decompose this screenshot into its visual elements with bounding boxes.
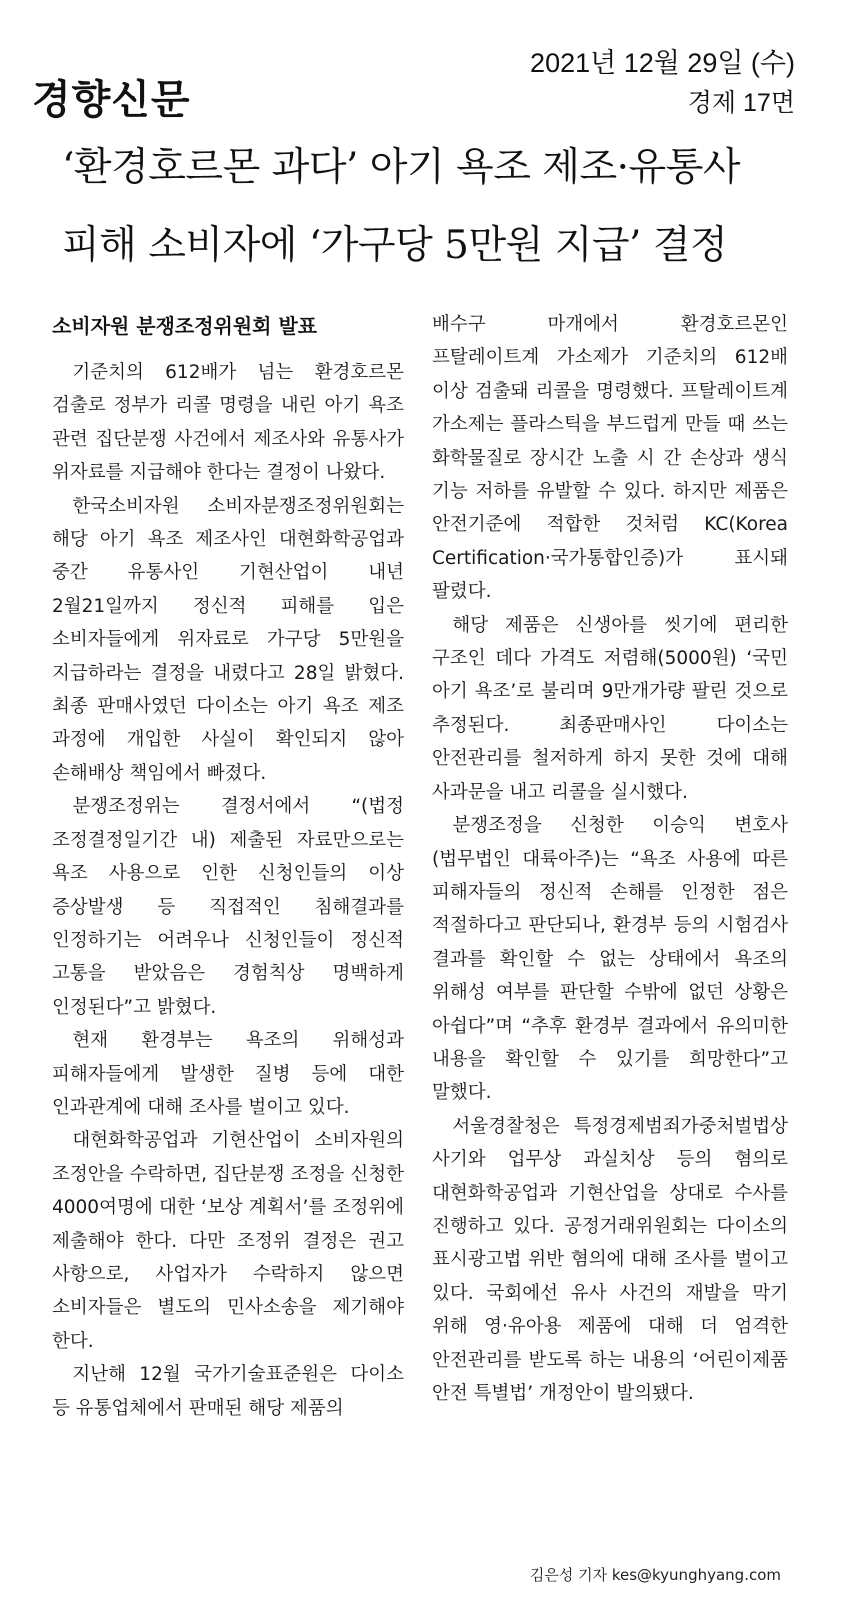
article-column-right [432,308,788,1410]
section-page: 경제 17면 [687,89,795,117]
headline-line-2: 피해 소비자에 ‘가구당 5만원 지급’ 결정 [62,223,728,268]
reporter-byline: 김은성 기자 kes@kyunghyang.com [529,1566,781,1584]
article-column-left [52,308,404,1425]
article-paragraph: 서울경찰청은 특정경제범죄가중처벌법상 사기와 업무상 과실치상 등의 혐의로 대현화학공업과 기현산업을 상대로 수사를 진행하고 있다. 공정거래위원회는 다이소의 표시광고법 위반 혐의에 대해 조사를 벌이고 있다. 국회에선 유사 사건의 재발을 막기 위해 영·유아용 제품에 대해 더 엄격한 안전관리를 받도록 하는 내용의 ‘어린이제품 안전 특별법’ 개정안이 발의됐다. [432,1115,788,1404]
article-paragraph: 지난해 12월 국가기술표준원은 다이소 등 유통업체에서 판매된 해당 제품의 [52,1364,404,1419]
publication-date: 2021년 12월 29일 (수) [530,48,795,78]
article-paragraph: 분쟁조정위는 결정서에서 “(법정 조정결정일기간 내) 제출된 자료만으로는 욕조 사용으로 인한 신청인들의 이상 증상발생 등 직접적인 침해결과를 인정하기는 어려우나 신청인들이 정신적 고통을 받았음은 경험칙상 명백하게 인정된다”고 밝혔다. [52,796,404,1018]
article-paragraph: 해당 제품은 신생아를 씻기에 편리한 구조인 데다 가격도 저렴해(5000원) ‘국민 아기 욕조’로 불리며 9만개가량 팔린 것으로 추정된다. 최종판매사인 다이소는 안전관리를 철저하게 하지 못한 것에 대해 사과문을 내고 리콜을 실시했다. [432,614,788,803]
article-paragraph: 대현화학공업과 기현산업이 소비자원의 조정안을 수락하면, 집단분쟁 조정을 신청한 4000여명에 대한 ‘보상 계획서’를 조정위에 제출해야 한다. 다만 조정위 결정은 권고 사항으로, 사업자가 수락하지 않으면 소비자들은 별도의 민사소송을 제기해야 한다. [52,1130,404,1352]
article-subhead: 소비자원 분쟁조정위원회 발표 [52,314,318,338]
article-paragraph: 분쟁조정을 신청한 이승익 변호사(법무법인 대륙아주)는 “욕조 사용에 따른 피해자들의 정신적 손해를 인정한 점은 적절하다고 판단되나, 환경부 등의 시험검사 결과를 확인할 수 없는 상태에서 욕조의 위해성 여부를 판단할 수밖에 없던 상황은 아쉽다”며 “추후 환경부 결과에서 유의미한 내용을 확인할 수 있기를 희망한다”고 말했다. [432,815,788,1104]
article-paragraph: 기준치의 612배가 넘는 환경호르몬 검출로 정부가 리콜 명령을 내린 아기 욕조 관련 집단분쟁 사건에서 제조사와 유통사가 위자료를 지급해야 한다는 결정이 나왔다. [52,362,404,484]
headline-line-1: ‘환경호르몬 과다’ 아기 욕조 제조·유통사 [62,145,741,190]
article-paragraph: 한국소비자원 소비자분쟁조정위원회는 해당 아기 욕조 제조사인 대현화학공업과 중간 유통사인 기현산업이 내년 2월21일까지 정신적 피해를 입은 소비자들에게 위자료로 가구당 5만원을 지급하라는 결정을 내렸다고 28일 밝혔다. 최종 판매사였던 다이소는 아기 욕조 제조 과정에 개입한 사실이 확인되지 않아 손해배상 책임에서 빠졌다. [52,495,404,784]
article-paragraph: 배수구 마개에서 환경호르몬인 프탈레이트계 가소제가 기준치의 612배 이상 검출돼 리콜을 명령했다. 프탈레이트계 가소제는 플라스틱을 부드럽게 만들 때 쓰는 화학물질로 장시간 노출 시 간 손상과 생식 기능 저하를 유발할 수 있다. 하지만 제품은 안전기준에 적합한 것처럼 KC(Korea Certification·국가통합인증)가 표시돼 팔렸다. [432,314,788,603]
article-paragraph: 현재 환경부는 욕조의 위해성과 피해자들에게 발생한 질병 등에 대한 인과관계에 대해 조사를 벌이고 있다. [52,1030,404,1118]
newspaper-masthead: 경향신문 [32,77,191,123]
